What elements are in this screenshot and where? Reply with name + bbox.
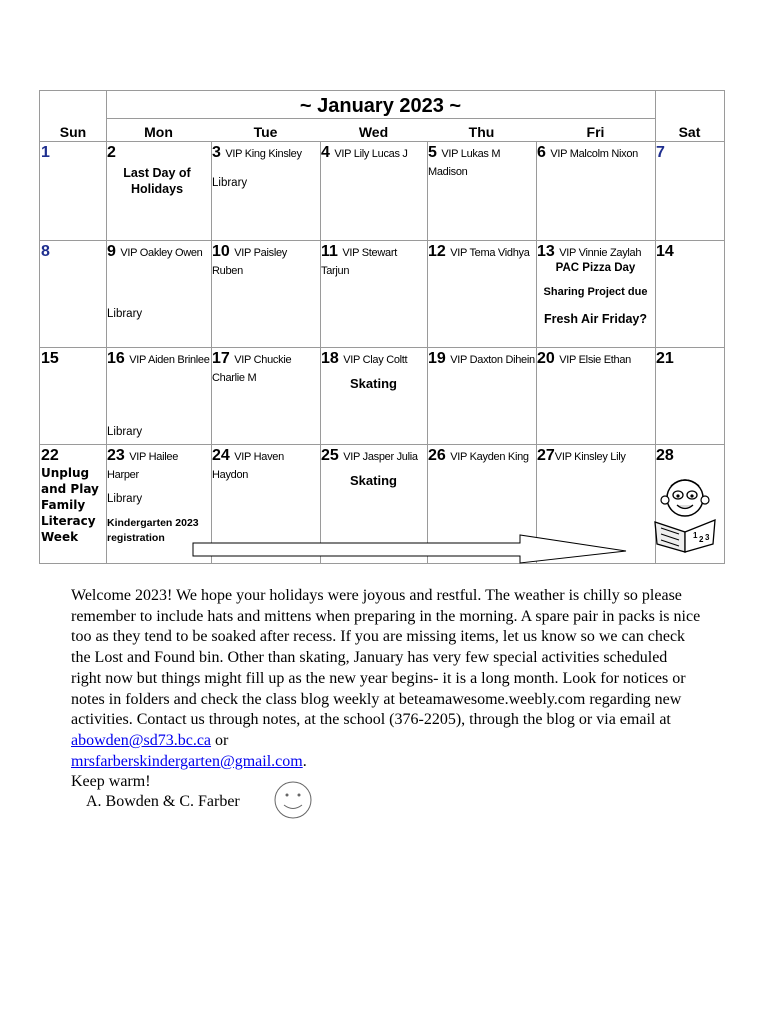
event-note: Last Day of Holidays [123, 166, 191, 196]
email-link-farber[interactable]: mrsfarberskindergarten@gmail.com [71, 752, 303, 770]
message-or: or [211, 731, 229, 749]
welcome-message [71, 586, 701, 793]
event-note-fresh-air-friday: Fresh Air Friday? [543, 312, 648, 326]
day-cell-20 [537, 350, 654, 443]
day-number: 8 [41, 243, 50, 260]
vip-names: VIP Haven Haydon [212, 451, 284, 481]
day-number: 6 [537, 144, 546, 161]
smiley-face-icon [273, 780, 313, 820]
day-cell-6 [537, 144, 654, 239]
day-number: 10 [212, 243, 230, 260]
day-cell-18 [321, 350, 426, 443]
vip-names: VIP Oakley Owen [120, 247, 203, 259]
calendar [39, 90, 725, 564]
day-number: 24 [212, 447, 230, 464]
day-cell-14 [656, 243, 724, 346]
day-cell-12 [428, 243, 535, 346]
signature: A. Bowden & C. Farber [86, 793, 240, 810]
day-of-week-mon: Mon [144, 124, 173, 140]
event-note-literacy-week: Unplug and Play Family Literacy Week [41, 466, 99, 544]
vip-names: VIP Hailee Harper [107, 451, 179, 481]
day-number: 16 [107, 350, 125, 367]
day-of-week-tue: Tue [253, 124, 278, 140]
event-note: Library [212, 177, 248, 189]
vip-names: VIP Paisley Ruben [212, 247, 287, 277]
day-number: 11 [321, 243, 338, 260]
event-note-library: Library [107, 493, 143, 505]
day-number: 25 [321, 447, 339, 464]
vip-names: VIP Elsie Ethan [559, 354, 631, 366]
day-cell-27 [537, 447, 654, 537]
grid-line [40, 141, 724, 142]
day-cell-9 [107, 243, 210, 346]
day-number: 21 [656, 350, 674, 367]
day-cell-13 [537, 243, 654, 346]
vip-names: VIP Chuckie Charlie M [212, 354, 292, 384]
grid-line [40, 444, 724, 445]
day-number: 19 [428, 350, 446, 367]
message-body: Welcome 2023! We hope your holidays were joyous and restful. The weather is chilly so please remember to include hats and mittens when preparing in the morning. A spare pair in packs is nice too as they tend to be soaked after recess. If you are missing items, let us know so we can check the Lost and Found bin. Other than skating, January has very few special activities scheduled right now but things might fill up as the new year begins- it is a long month. Look for notices or notes in folders and check the class blog weekly at beteamawesome.weebly.com regarding new activities. Contact us through notes, at the school (376-2205), through the blog or via email at [71, 587, 701, 729]
day-of-week-thu: Thu [468, 124, 495, 140]
day-cell-15 [41, 350, 105, 443]
day-number: 7 [656, 144, 665, 161]
vip-names: VIP Tema Vidhya [450, 247, 530, 259]
day-number: 13 [537, 243, 555, 260]
vip-names: VIP Daxton Dihein [450, 354, 535, 366]
day-number: 18 [321, 350, 339, 367]
day-cell-7 [656, 144, 724, 239]
email-link-bowden[interactable]: abowden@sd73.bc.ca [71, 731, 212, 749]
day-cell-24 [212, 447, 319, 537]
day-of-week-sun: Sun [59, 124, 87, 140]
day-cell-25 [321, 447, 426, 537]
vip-names: VIP Malcolm Nixon [550, 148, 638, 160]
day-cell-11 [321, 243, 426, 346]
event-note-sharing-project: Sharing Project due [543, 286, 648, 298]
vip-names: VIP Kayden King [450, 451, 529, 463]
day-number: 20 [537, 350, 555, 367]
day-cell-8 [41, 243, 105, 346]
event-note-skating: Skating [350, 473, 397, 488]
vip-names: VIP Jasper Julia [343, 451, 418, 463]
event-note: Library [107, 426, 143, 438]
vip-names: VIP Lukas M Madison [428, 148, 501, 178]
day-cell-1 [41, 144, 105, 239]
day-number: 23 [107, 447, 125, 464]
day-number: 12 [428, 243, 446, 260]
vip-names: VIP Clay Coltt [343, 354, 408, 366]
grid-line [40, 347, 724, 348]
vip-names: VIP Vinnie Zaylah [559, 247, 642, 259]
vip-names: VIP King Kinsley [225, 148, 302, 160]
vip-names: VIP Kinsley Lily [554, 451, 626, 463]
day-number: 14 [656, 243, 674, 260]
calendar-title: ~ January 2023 ~ [299, 95, 462, 117]
event-note: Library [107, 308, 143, 320]
vip-names: VIP Lily Lucas J [334, 148, 408, 160]
event-note-pizza-day: PAC Pizza Day [555, 262, 636, 274]
day-number: 26 [428, 447, 446, 464]
day-number: 28 [656, 447, 674, 464]
day-number: 3 [212, 144, 221, 161]
day-number: 27 [537, 447, 555, 464]
day-number: 4 [321, 144, 330, 161]
day-cell-17 [212, 350, 319, 443]
message-period: . [302, 752, 307, 770]
day-of-week-sat: Sat [678, 124, 701, 140]
arrow-icon [192, 534, 628, 564]
day-number: 2 [107, 144, 116, 161]
day-cell-21 [656, 350, 724, 443]
event-note-registration: Kindergarten 2023 registration [107, 517, 199, 544]
day-number: 5 [428, 144, 437, 161]
day-number: 9 [107, 243, 116, 260]
day-cell-5 [428, 144, 535, 239]
day-number: 22 [41, 447, 59, 464]
day-of-week-wed: Wed [358, 124, 389, 140]
day-cell-16 [107, 350, 210, 443]
day-cell-22 [41, 447, 105, 563]
day-number: 1 [41, 144, 50, 161]
svg-text:1: 1 [693, 531, 698, 540]
day-cell-19 [428, 350, 535, 443]
vip-names: VIP Aiden Brinlee [129, 354, 210, 366]
event-note-skating: Skating [350, 376, 397, 391]
reading-child-icon [649, 474, 719, 554]
day-cell-10 [212, 243, 319, 346]
svg-text:3: 3 [705, 533, 710, 542]
day-of-week-fri: Fri [586, 124, 605, 140]
day-cell-4 [321, 144, 426, 239]
grid-line [40, 240, 724, 241]
day-cell-2 [107, 144, 210, 239]
day-cell-3 [212, 144, 319, 239]
day-number: 15 [41, 350, 59, 367]
vip-names: VIP Stewart Tarjun [321, 247, 397, 277]
day-number: 17 [212, 350, 230, 367]
svg-text:2: 2 [699, 535, 704, 544]
message-closing: Keep warm! [71, 773, 151, 791]
day-cell-26 [428, 447, 535, 537]
